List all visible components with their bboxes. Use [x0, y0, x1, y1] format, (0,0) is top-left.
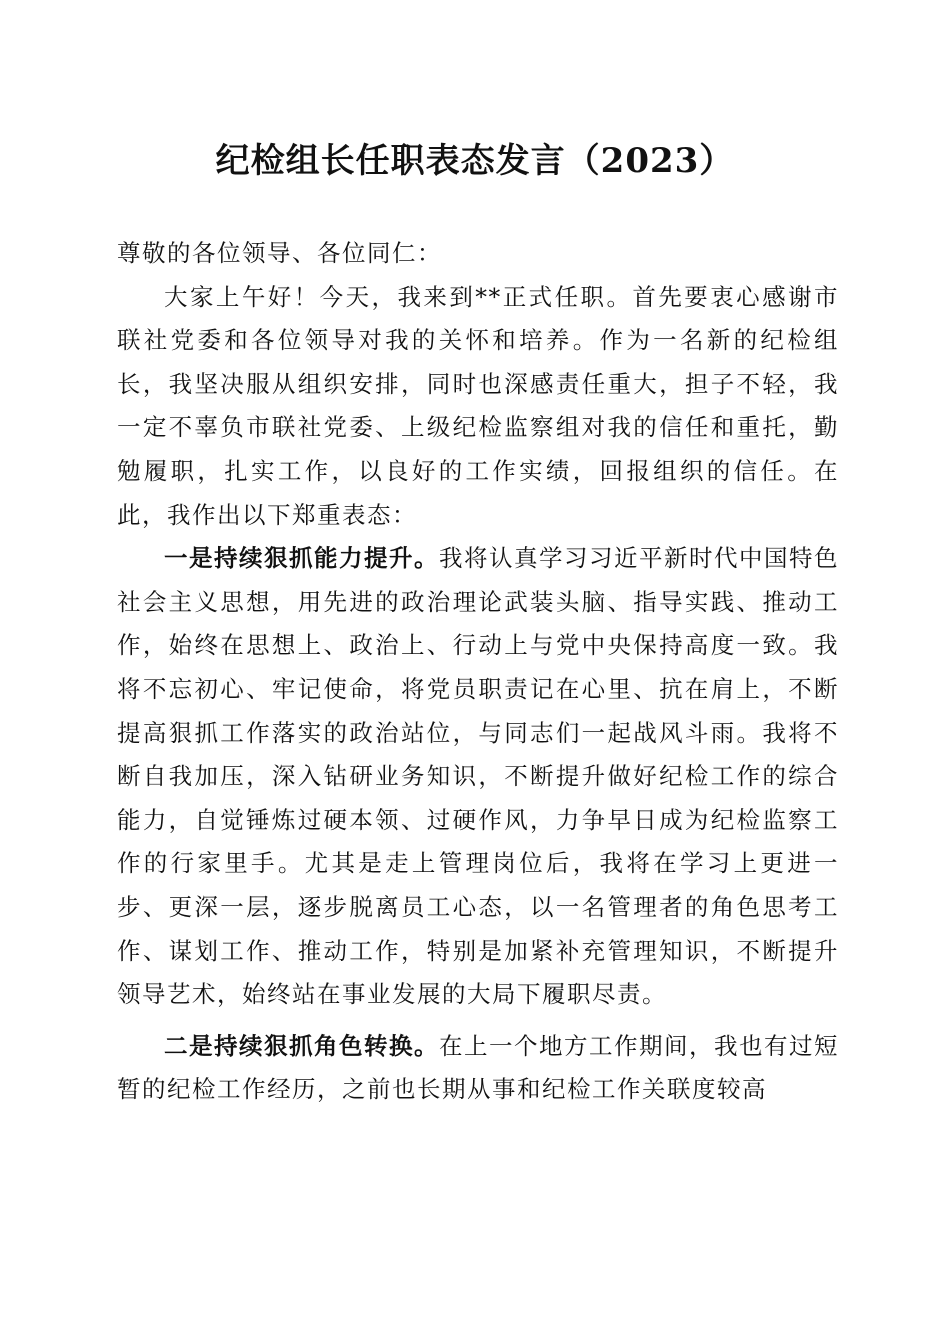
document-title: 纪检组长任职表态发言（2023） — [215, 141, 735, 181]
paragraph-text: 大家上午好！今天，我来到**正式任职。首先要衷心感谢市联社党委和各位领导对我的关怀和培养。作为一名新的纪检组长，我坚决服从组织安排，同时也深感责任重大，担子不轻，我一定不辜负市联社党委、上级纪检监察组对我的信任和重托，勤勉履职，扎实工作，以良好的工作实绩，回报组织的信任。在此，我作出以下郑重表态： — [117, 282, 839, 529]
paragraph-lead: 二是持续狠抓角色转换。 — [164, 1031, 439, 1060]
paragraph-point-one — [117, 537, 839, 1017]
paragraph-opening — [117, 276, 839, 538]
paragraph-lead: 一是持续狠抓能力提升。 — [164, 544, 439, 573]
paragraph-text: 在上一个地方工作期间，我也有过短暂的纪检工作经历，之前也长期从事和纪检工作关联度较高 — [117, 1031, 839, 1104]
paragraph-text: 我将认真学习习近平新时代中国特色社会主义思想，用先进的政治理论武装头脑、指导实践、推动工作，始终在思想上、政治上、行动上与党中央保持高度一致。我将不忘初心、牢记使命，将党员职责记在心里、抗在肩上，不断提高狠抓工作落实的政治站位，与同志们一起战风斗雨。我将不断自我加压，深入钻研业务知识，不断提升做好纪检工作的综合能力，自觉锤炼过硬本领、过硬作风，力争早日成为纪检监察工作的行家里手。尤其是走上管理岗位后，我将在学习上更进一步、更深一层，逐步脱离员工心态，以一名管理者的角色思考工作、谋划工作、推动工作，特别是加紧补充管理知识，不断提升领导艺术，始终站在事业发展的大局下履职尽责。 — [117, 544, 839, 1009]
document-body — [117, 232, 839, 1112]
salutation: 尊敬的各位领导、各位同仁： — [117, 239, 442, 267]
paragraph-point-two — [117, 1025, 839, 1112]
